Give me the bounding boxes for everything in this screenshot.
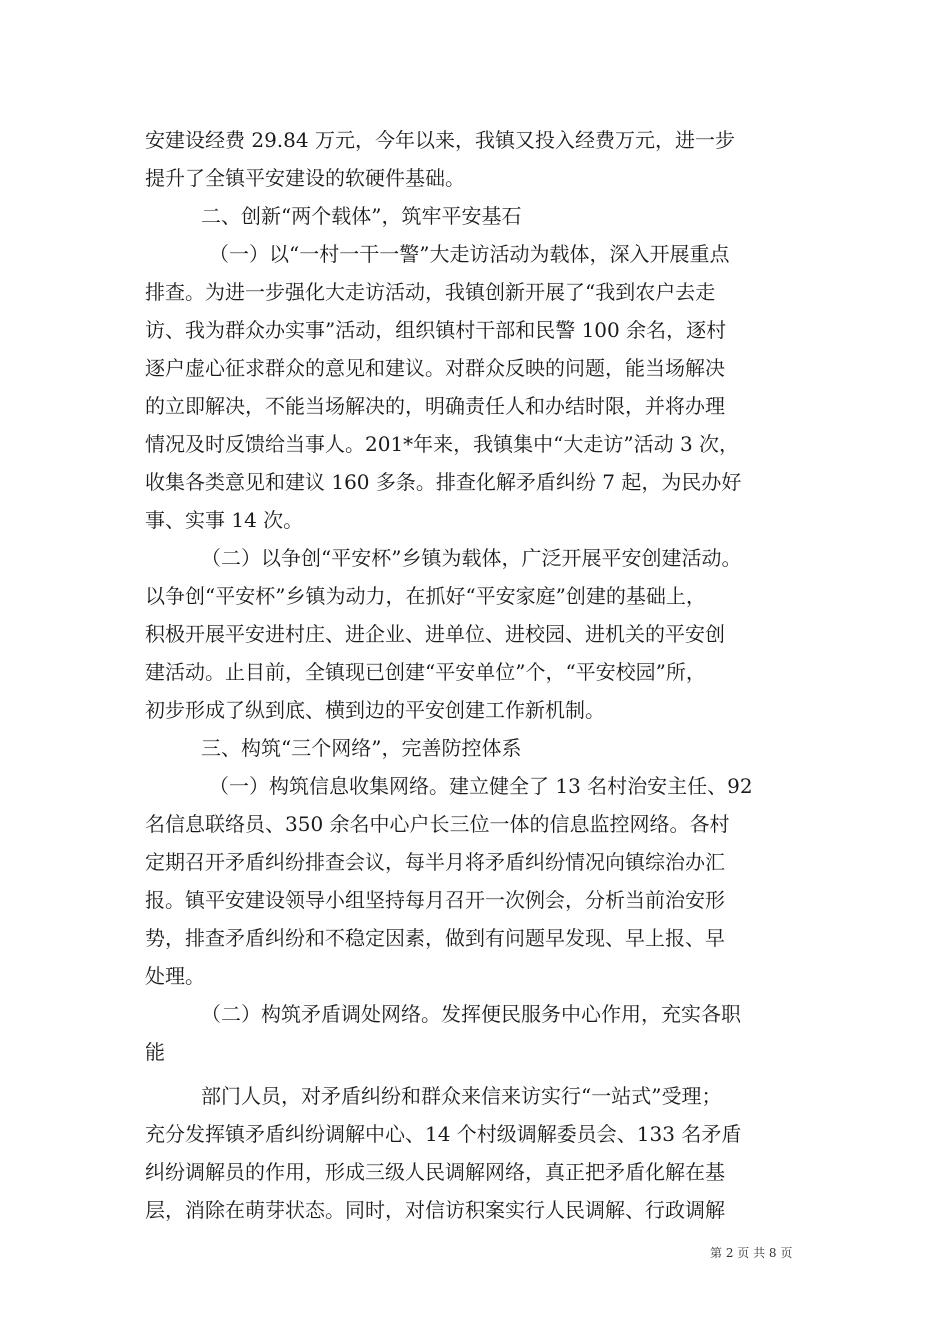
text-line: （二）以争创“平安杯”乡镇为载体，广泛开展平安创建活动。 (201, 546, 742, 570)
text-line: 名信息联络员、350 余名中心户长三位一体的信息监控网络。各村 (145, 812, 730, 836)
text-line: 层，消除在萌芽状态。同时，对信访积案实行人民调解、行政调解 (145, 1198, 725, 1222)
text-line: 能 (145, 1040, 165, 1064)
text-line: （一）构筑信息收集网络。建立健全了 13 名村治安主任、92 (209, 774, 753, 798)
text-line: 部门人员，对矛盾纠纷和群众来信来访实行“一站式”受理； (201, 1084, 722, 1108)
page-number: 第 2 页 共 8 页 (710, 1246, 793, 1260)
text-line: 纠纷调解员的作用，形成三级人民调解网络，真正把矛盾化解在基 (145, 1160, 725, 1184)
text-line: 处理。 (145, 964, 205, 988)
text-line: 建活动。止目前，全镇现已创建“平安单位”个，“平安校园”所， (145, 660, 706, 684)
text-line: 定期召开矛盾纠纷排查会议，每半月将矛盾纠纷情况向镇综治办汇 (145, 850, 725, 874)
text-line: 的立即解决，不能当场解决的，明确责任人和办结时限，并将办理 (145, 394, 725, 418)
text-line: （一）以“一村一干一警”大走访活动为载体，深入开展重点 (209, 242, 730, 266)
text-line: 收集各类意见和建议 160 多条。排查化解矛盾纠纷 7 起，为民办好 (145, 470, 742, 494)
text-line: 安建设经费 29.84 万元，今年以来，我镇又投入经费万元，进一步 (145, 128, 735, 152)
text-line: 势，排查矛盾纠纷和不稳定因素，做到有问题早发现、早上报、早 (145, 926, 725, 950)
text-line: 提升了全镇平安建设的软硬件基础。 (145, 166, 465, 190)
text-line: 事、实事 14 次。 (145, 508, 304, 532)
section-heading: 三、构筑“三个网络”，完善防控体系 (201, 736, 522, 760)
text-line: 情况及时反馈给当事人。201*年来，我镇集中“大走访”活动 3 次， (145, 432, 740, 456)
text-line: 访、我为群众办实事”活动，组织镇村干部和民警 100 余名，逐村 (145, 318, 727, 342)
text-line: 初步形成了纵到底、横到边的平安创建工作新机制。 (145, 698, 605, 722)
text-line: 排查。为进一步强化大走访活动，我镇创新开展了“我到农户去走 (145, 280, 716, 304)
document-body (145, 121, 805, 1229)
text-line: 以争创“平安杯”乡镇为动力，在抓好“平安家庭”创建的基础上， (145, 584, 706, 608)
text-line: 报。镇平安建设领导小组坚持每月召开一次例会，分析当前治安形 (145, 888, 725, 912)
text-line: 逐户虚心征求群众的意见和建议。对群众反映的问题，能当场解决 (145, 356, 725, 380)
text-line: 充分发挥镇矛盾纠纷调解中心、14 个村级调解委员会、133 名矛盾 (145, 1122, 742, 1146)
text-line: 积极开展平安进村庄、进企业、进单位、进校园、进机关的平安创 (145, 622, 725, 646)
section-heading: 二、创新“两个载体”，筑牢平安基石 (201, 204, 522, 228)
text-line: （二）构筑矛盾调处网络。发挥便民服务中心作用，充实各职 (201, 1002, 741, 1026)
